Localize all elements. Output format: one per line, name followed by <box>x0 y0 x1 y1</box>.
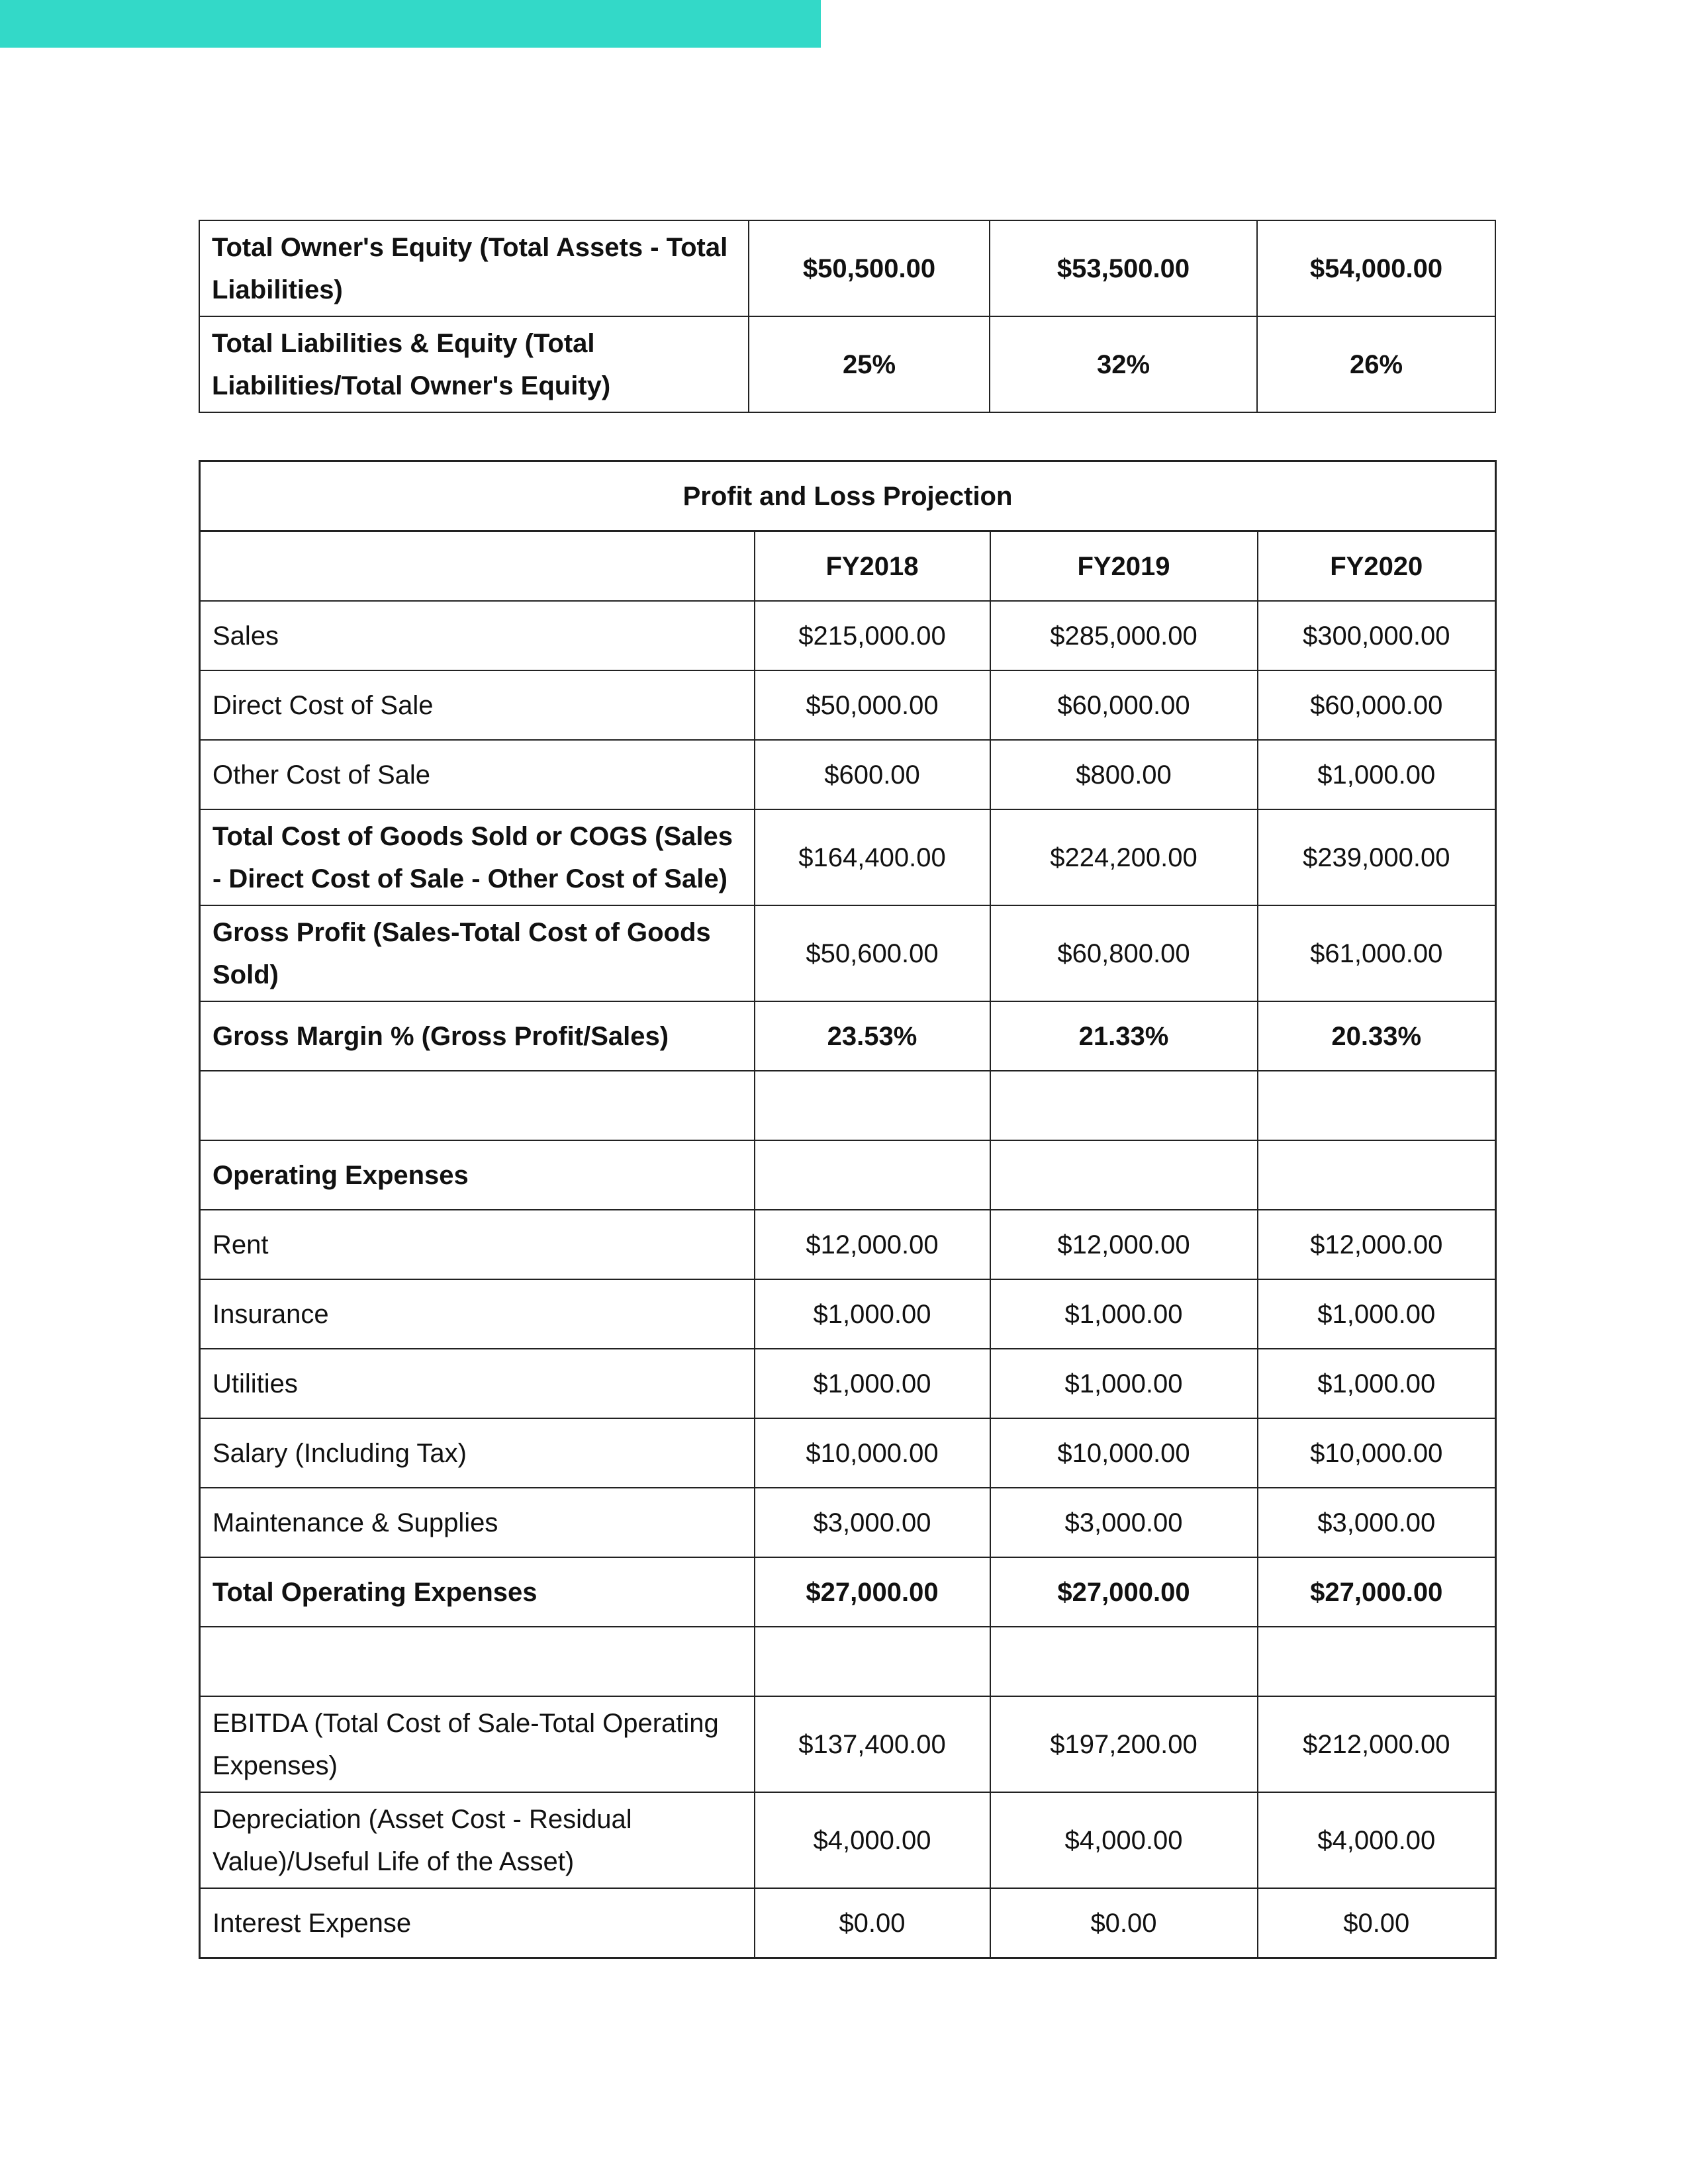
row-value: $1,000.00 <box>1258 740 1496 809</box>
row-value: $3,000.00 <box>1258 1488 1496 1557</box>
row-value: $12,000.00 <box>755 1210 990 1279</box>
row-value <box>1258 1071 1496 1140</box>
row-value: $27,000.00 <box>1258 1557 1496 1627</box>
row-label: Direct Cost of Sale <box>200 670 755 740</box>
row-value: $212,000.00 <box>1258 1696 1496 1792</box>
equity-summary-table <box>199 220 1496 413</box>
row-value: $50,600.00 <box>755 905 990 1001</box>
row-value: $60,000.00 <box>1258 670 1496 740</box>
row-value: $0.00 <box>1258 1888 1496 1958</box>
row-label: Total Liabilities & Equity (Total Liabilities/Total Owner's Equity) <box>199 316 749 412</box>
table-row <box>200 809 1496 905</box>
row-label: Sales <box>200 601 755 670</box>
header-cell-label <box>200 531 755 602</box>
table-row <box>200 601 1496 670</box>
table-row <box>200 1888 1496 1958</box>
table-header-row <box>200 531 1496 602</box>
row-value: $800.00 <box>990 740 1258 809</box>
row-label: EBITDA (Total Cost of Sale-Total Operating Expenses) <box>200 1696 755 1792</box>
row-value: 25% <box>749 316 990 412</box>
row-value <box>1258 1140 1496 1210</box>
row-value: $3,000.00 <box>990 1488 1258 1557</box>
row-label: Depreciation (Asset Cost - Residual Value)/Useful Life of the Asset) <box>200 1792 755 1888</box>
row-value: $12,000.00 <box>990 1210 1258 1279</box>
header-cell-fy2018: FY2018 <box>755 531 990 602</box>
row-value: $61,000.00 <box>1258 905 1496 1001</box>
row-value: 20.33% <box>1258 1001 1496 1071</box>
row-label: Utilities <box>200 1349 755 1418</box>
row-value: $27,000.00 <box>990 1557 1258 1627</box>
row-value: $54,000.00 <box>1257 220 1495 316</box>
row-value: $3,000.00 <box>755 1488 990 1557</box>
table-row <box>200 1557 1496 1627</box>
row-value <box>755 1140 990 1210</box>
header-cell-fy2019: FY2019 <box>990 531 1258 602</box>
row-value: $285,000.00 <box>990 601 1258 670</box>
table-title: Profit and Loss Projection <box>200 461 1496 531</box>
table-row <box>199 316 1495 412</box>
table-row <box>200 1140 1496 1210</box>
row-value: $50,500.00 <box>749 220 990 316</box>
row-label: Insurance <box>200 1279 755 1349</box>
row-value: $0.00 <box>990 1888 1258 1958</box>
row-value: $1,000.00 <box>1258 1279 1496 1349</box>
row-value: $4,000.00 <box>1258 1792 1496 1888</box>
table-row <box>200 1696 1496 1792</box>
row-value: $4,000.00 <box>990 1792 1258 1888</box>
row-value: $1,000.00 <box>755 1279 990 1349</box>
row-label: Total Operating Expenses <box>200 1557 755 1627</box>
table-title-row <box>200 461 1496 531</box>
row-value: 26% <box>1257 316 1495 412</box>
row-value: $10,000.00 <box>755 1418 990 1488</box>
row-label: Gross Profit (Sales-Total Cost of Goods Sold) <box>200 905 755 1001</box>
row-label: Salary (Including Tax) <box>200 1418 755 1488</box>
row-value: $60,000.00 <box>990 670 1258 740</box>
row-value: $600.00 <box>755 740 990 809</box>
row-label: Other Cost of Sale <box>200 740 755 809</box>
row-label <box>200 1627 755 1696</box>
row-value <box>990 1071 1258 1140</box>
row-value: $53,500.00 <box>990 220 1257 316</box>
row-value: $10,000.00 <box>1258 1418 1496 1488</box>
table-row <box>199 220 1495 316</box>
table-row <box>200 1488 1496 1557</box>
row-value <box>990 1140 1258 1210</box>
row-value <box>755 1071 990 1140</box>
row-value: $1,000.00 <box>1258 1349 1496 1418</box>
table-row <box>200 1001 1496 1071</box>
header-accent-bar <box>0 0 821 48</box>
row-label: Interest Expense <box>200 1888 755 1958</box>
row-label: Operating Expenses <box>200 1140 755 1210</box>
row-value: $50,000.00 <box>755 670 990 740</box>
table-row <box>200 1792 1496 1888</box>
row-value: $60,800.00 <box>990 905 1258 1001</box>
row-value: $0.00 <box>755 1888 990 1958</box>
row-label <box>200 1071 755 1140</box>
row-value: $1,000.00 <box>990 1279 1258 1349</box>
table-row <box>200 1279 1496 1349</box>
row-label: Gross Margin % (Gross Profit/Sales) <box>200 1001 755 1071</box>
row-value: $1,000.00 <box>755 1349 990 1418</box>
table-row <box>200 1071 1496 1140</box>
row-value: $164,400.00 <box>755 809 990 905</box>
profit-loss-table <box>199 460 1497 1959</box>
row-value: 32% <box>990 316 1257 412</box>
row-value: $27,000.00 <box>755 1557 990 1627</box>
table-row <box>200 670 1496 740</box>
row-value <box>990 1627 1258 1696</box>
row-value: $239,000.00 <box>1258 809 1496 905</box>
row-value: $224,200.00 <box>990 809 1258 905</box>
row-label: Total Cost of Goods Sold or COGS (Sales - Direct Cost of Sale - Other Cost of Sale) <box>200 809 755 905</box>
row-value: $4,000.00 <box>755 1792 990 1888</box>
table-row <box>200 1627 1496 1696</box>
row-value <box>1258 1627 1496 1696</box>
row-value: 23.53% <box>755 1001 990 1071</box>
row-value: $300,000.00 <box>1258 601 1496 670</box>
row-value: $197,200.00 <box>990 1696 1258 1792</box>
table-row <box>200 1349 1496 1418</box>
table-row <box>200 905 1496 1001</box>
row-value: $215,000.00 <box>755 601 990 670</box>
row-label: Rent <box>200 1210 755 1279</box>
row-label: Maintenance & Supplies <box>200 1488 755 1557</box>
row-value: $10,000.00 <box>990 1418 1258 1488</box>
table-row <box>200 1210 1496 1279</box>
table-row <box>200 740 1496 809</box>
row-label: Total Owner's Equity (Total Assets - Total Liabilities) <box>199 220 749 316</box>
row-value: 21.33% <box>990 1001 1258 1071</box>
header-cell-fy2020: FY2020 <box>1258 531 1496 602</box>
row-value: $12,000.00 <box>1258 1210 1496 1279</box>
row-value: $137,400.00 <box>755 1696 990 1792</box>
table-row <box>200 1418 1496 1488</box>
row-value: $1,000.00 <box>990 1349 1258 1418</box>
row-value <box>755 1627 990 1696</box>
